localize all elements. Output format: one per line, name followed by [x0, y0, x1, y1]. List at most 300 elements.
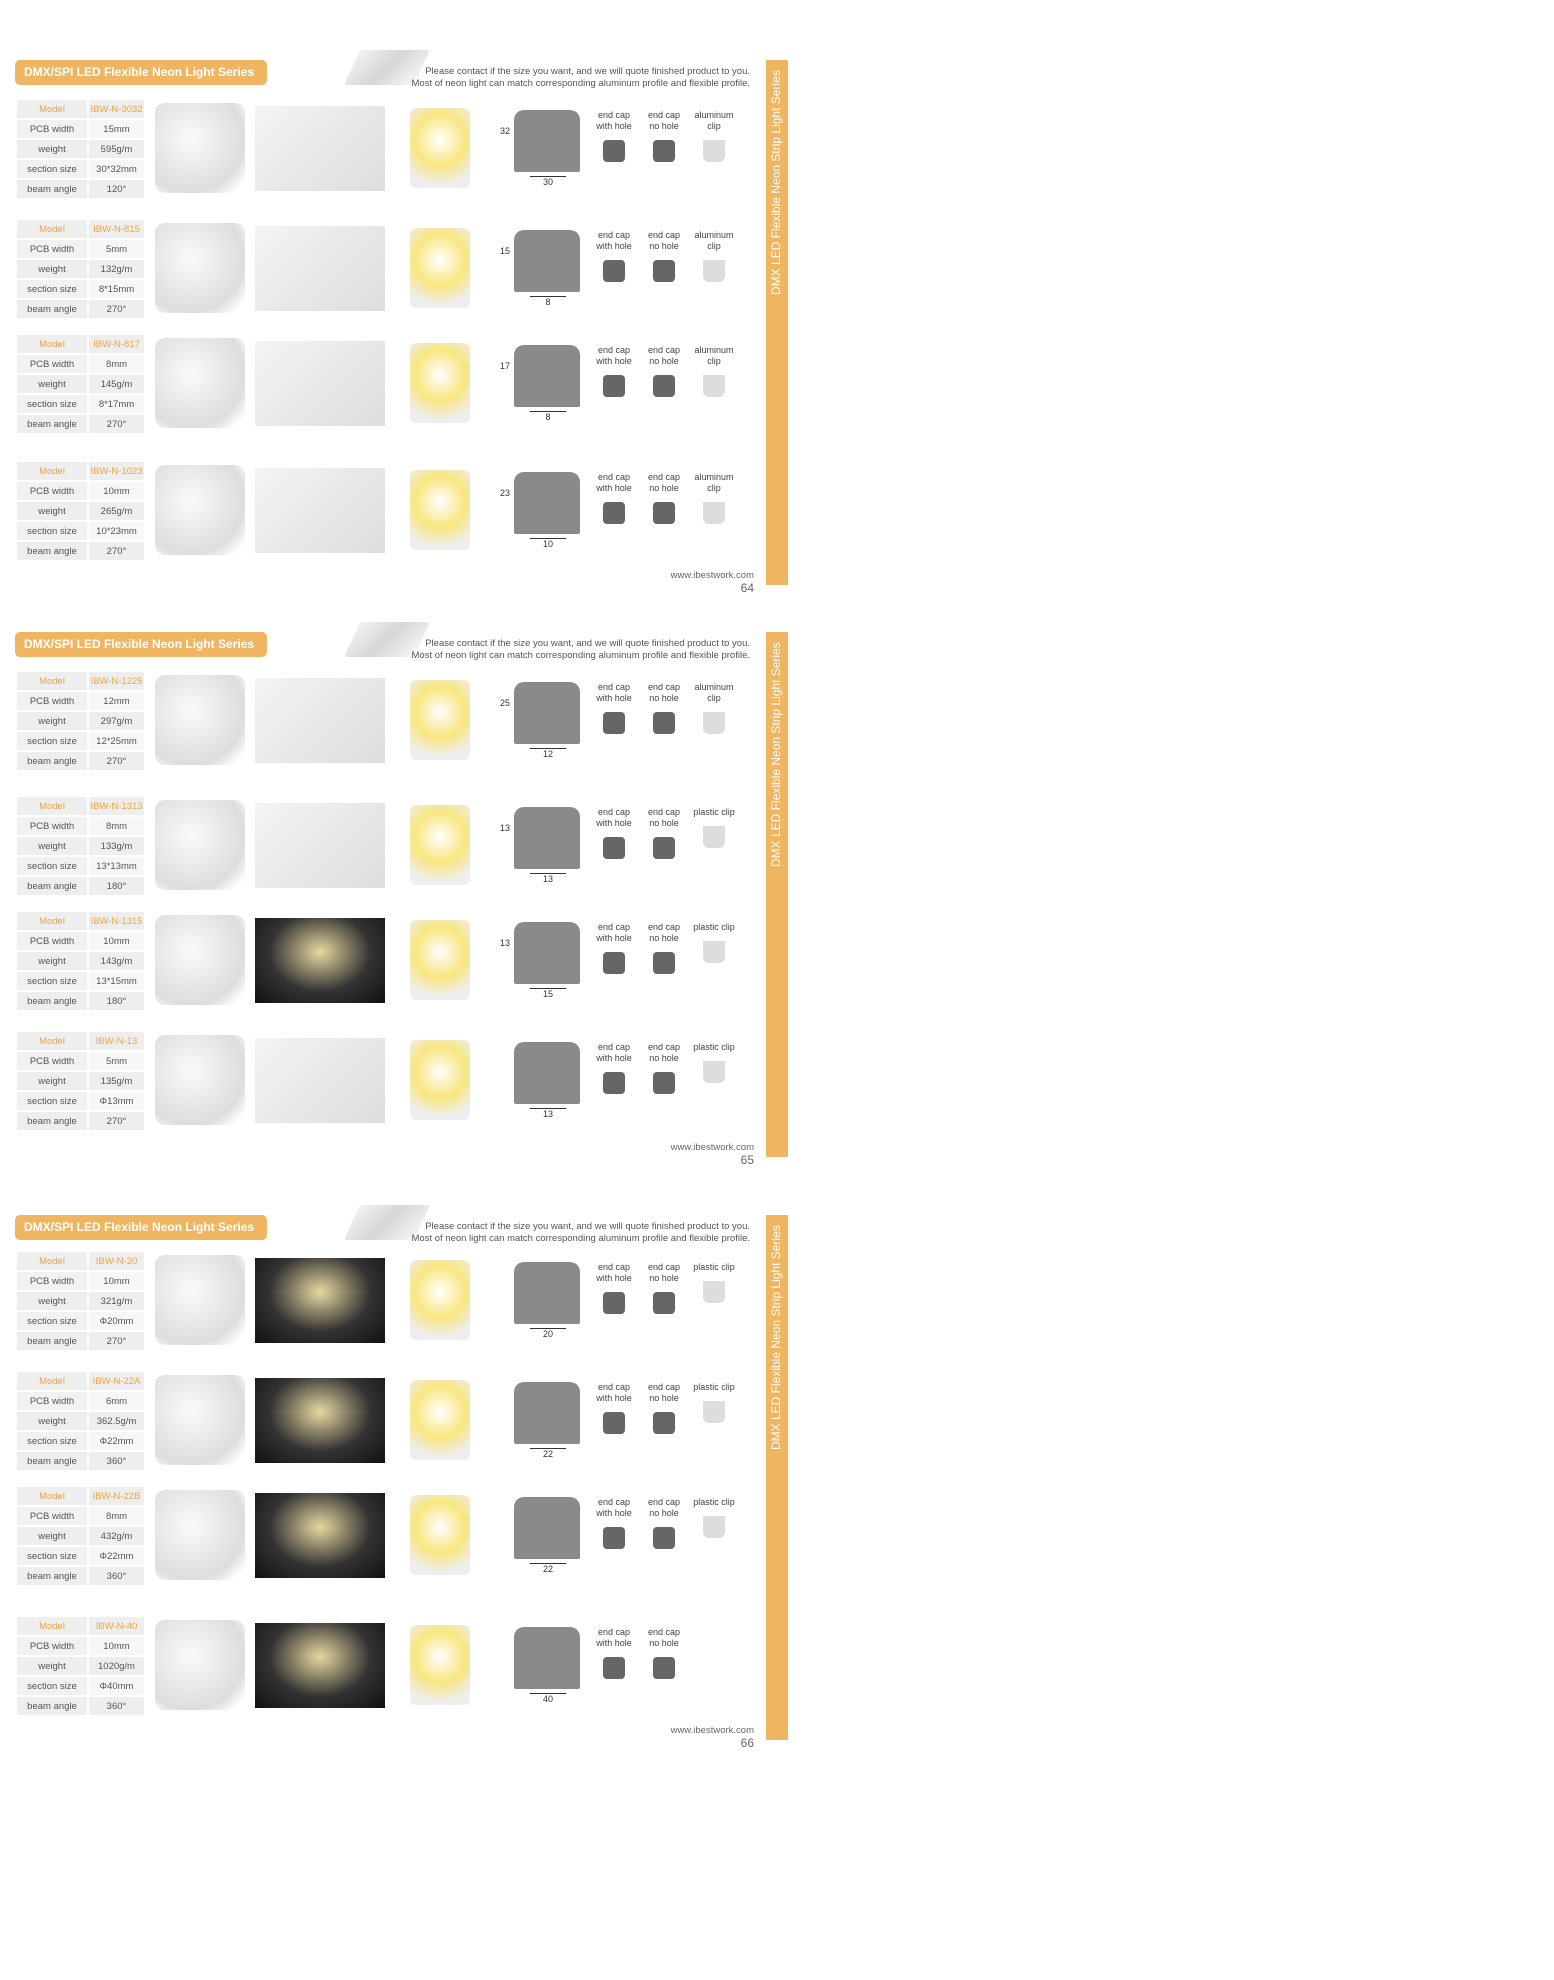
- side-bar: [766, 60, 1547, 585]
- accessory-item: [642, 1042, 686, 1094]
- accessory-label: end cap no hole: [647, 1497, 681, 1518]
- accessories: [592, 1497, 762, 1549]
- spec-table: [15, 1485, 146, 1587]
- spec-label: PCB width: [17, 692, 87, 710]
- website-link[interactable]: www.ibestwork.com: [670, 1725, 754, 1736]
- product-profile-image: [155, 103, 245, 193]
- accessory-label: end cap no hole: [647, 1262, 681, 1283]
- width-dimension: 22: [530, 1563, 566, 1574]
- dimension-drawing: [500, 1258, 585, 1343]
- accessory-item: [642, 1382, 686, 1434]
- spec-label: section size: [17, 1092, 87, 1110]
- spec-value: 180°: [89, 877, 144, 895]
- spec-label: section size: [17, 732, 87, 750]
- spec-table: [15, 1370, 146, 1472]
- spec-row: [17, 912, 144, 930]
- application-photo: [255, 468, 385, 553]
- profile-section: [514, 230, 580, 292]
- spec-value: 8mm: [89, 355, 144, 373]
- logo-text: ibestwork: [1535, 495, 1547, 547]
- spec-table: [15, 1250, 146, 1352]
- spec-row: [17, 1032, 144, 1050]
- spec-label: beam angle: [17, 1567, 87, 1585]
- clip-icon: [703, 826, 725, 848]
- spec-value: IBW-N-20: [89, 1252, 144, 1270]
- end-cap-icon: [653, 502, 675, 524]
- spec-label: section size: [17, 280, 87, 298]
- spec-value: 432g/m: [89, 1527, 144, 1545]
- spec-value: 8*17mm: [89, 395, 144, 413]
- accessory-item: [592, 1627, 636, 1679]
- dimension-drawing: [500, 468, 585, 553]
- spec-value: Φ13mm: [89, 1092, 144, 1110]
- spec-value: 12mm: [89, 692, 144, 710]
- spec-value: 145g/m: [89, 375, 144, 393]
- height-dimension: 13: [500, 938, 511, 948]
- accessory-label: end cap with hole: [596, 1042, 632, 1063]
- spec-value: Φ20mm: [89, 1312, 144, 1330]
- application-photo: [255, 1258, 385, 1343]
- spec-label: beam angle: [17, 877, 87, 895]
- spec-row: [17, 1432, 144, 1450]
- accessory-label: end cap with hole: [596, 1382, 632, 1403]
- spec-row: [17, 1617, 144, 1635]
- product-block: [0, 670, 760, 770]
- spec-table: [15, 98, 146, 200]
- spec-table: [15, 460, 146, 562]
- accessories: [592, 682, 762, 734]
- spec-value: 10*23mm: [89, 522, 144, 540]
- accessory-label: end cap no hole: [647, 230, 681, 251]
- spec-value: 132g/m: [89, 260, 144, 278]
- accessory-label: end cap with hole: [596, 807, 632, 828]
- end-cap-icon: [653, 1657, 675, 1679]
- accessory-item: [692, 1042, 736, 1094]
- spec-value: 362.5g/m: [89, 1412, 144, 1430]
- spec-row: [17, 857, 144, 875]
- product-profile-image: [155, 465, 245, 555]
- product-block: [0, 218, 760, 318]
- spec-value: 5mm: [89, 240, 144, 258]
- product-profile-image: [155, 675, 245, 765]
- spec-value: 10mm: [89, 932, 144, 950]
- spec-label: weight: [17, 1072, 87, 1090]
- product-block: [0, 910, 760, 1010]
- end-cap-icon: [603, 1072, 625, 1094]
- accessories: [592, 472, 762, 524]
- accessory-label: plastic clip: [693, 807, 735, 817]
- spec-value: IBW-N-1023: [89, 462, 144, 480]
- spec-label: beam angle: [17, 1452, 87, 1470]
- spec-value: 12*25mm: [89, 732, 144, 750]
- spec-value: 143g/m: [89, 952, 144, 970]
- spec-row: [17, 797, 144, 815]
- spec-value: 120°: [89, 180, 144, 198]
- spec-row: [17, 140, 144, 158]
- accessories: [592, 1262, 762, 1314]
- accessories: [592, 807, 762, 859]
- dimension-drawing: [500, 1623, 585, 1708]
- accessory-item: [642, 1262, 686, 1314]
- application-photo: [255, 1623, 385, 1708]
- spec-label: Model: [17, 1372, 87, 1390]
- accessory-label: end cap no hole: [647, 1627, 681, 1648]
- spec-value: Φ40mm: [89, 1677, 144, 1695]
- product-profile-image: [155, 1620, 245, 1710]
- spec-value: 1020g/m: [89, 1657, 144, 1675]
- spec-label: Model: [17, 1032, 87, 1050]
- end-cap-icon: [603, 375, 625, 397]
- logo-text: ibestwork: [1535, 1067, 1547, 1119]
- spec-row: [17, 1657, 144, 1675]
- accessory-label: end cap with hole: [596, 1497, 632, 1518]
- contact-note: [412, 1221, 751, 1245]
- spec-row: [17, 542, 144, 560]
- clip-icon: [703, 1516, 725, 1538]
- spec-value: 270°: [89, 300, 144, 318]
- beam-diagram: [410, 470, 470, 550]
- page-number: 66: [740, 1736, 754, 1750]
- end-cap-icon: [603, 260, 625, 282]
- spec-value: 15mm: [89, 120, 144, 138]
- clip-icon: [703, 712, 725, 734]
- accessory-label: plastic clip: [693, 1262, 735, 1272]
- series-header: DMX/SPI LED Flexible Neon Light Series: [15, 632, 267, 657]
- spec-value: 135g/m: [89, 1072, 144, 1090]
- width-dimension: 8: [530, 411, 566, 422]
- website-link[interactable]: www.ibestwork.com: [670, 570, 754, 581]
- application-photo: [255, 1038, 385, 1123]
- spec-label: beam angle: [17, 542, 87, 560]
- spec-label: section size: [17, 1312, 87, 1330]
- profile-section: [514, 110, 580, 172]
- spec-value: IBW-N-13: [89, 1032, 144, 1050]
- spec-label: beam angle: [17, 300, 87, 318]
- profile-section: [514, 922, 580, 984]
- spec-label: PCB width: [17, 932, 87, 950]
- spec-label: Model: [17, 1487, 87, 1505]
- footer: [671, 1725, 754, 1749]
- spec-label: beam angle: [17, 992, 87, 1010]
- spec-value: 180°: [89, 992, 144, 1010]
- spec-label: beam angle: [17, 415, 87, 433]
- spec-label: Model: [17, 672, 87, 690]
- spec-label: PCB width: [17, 1392, 87, 1410]
- profile-section: [514, 1042, 580, 1104]
- spec-row: [17, 375, 144, 393]
- accessory-label: end cap no hole: [647, 807, 681, 828]
- spec-value: 30*32mm: [89, 160, 144, 178]
- dimension-drawing: [500, 1038, 585, 1123]
- accessory-item: [692, 1262, 736, 1314]
- spec-row: [17, 415, 144, 433]
- end-cap-icon: [653, 712, 675, 734]
- end-cap-icon: [603, 837, 625, 859]
- spec-value: 10mm: [89, 482, 144, 500]
- product-profile-image: [155, 800, 245, 890]
- spec-value: 595g/m: [89, 140, 144, 158]
- spec-label: weight: [17, 1412, 87, 1430]
- spec-label: Model: [17, 462, 87, 480]
- profile-section: [514, 1627, 580, 1689]
- accessories: [592, 345, 762, 397]
- application-photo: [255, 918, 385, 1003]
- spec-value: 270°: [89, 1332, 144, 1350]
- accessory-item: [692, 472, 736, 524]
- width-dimension: 13: [530, 1108, 566, 1119]
- spec-label: section size: [17, 1677, 87, 1695]
- spec-label: beam angle: [17, 1332, 87, 1350]
- side-label: DMX LED Flexible Neon Strip Light Series: [769, 70, 783, 295]
- spec-value: Φ22mm: [89, 1432, 144, 1450]
- spec-row: [17, 1312, 144, 1330]
- spec-value: IBW-N-817: [89, 335, 144, 353]
- profile-section: [514, 1382, 580, 1444]
- accessory-label: plastic clip: [693, 922, 735, 932]
- spec-table: [15, 795, 146, 897]
- accessory-item: [642, 922, 686, 974]
- width-dimension: 30: [530, 176, 566, 187]
- accessories: [592, 1627, 762, 1679]
- application-photo: [255, 678, 385, 763]
- spec-label: Model: [17, 100, 87, 118]
- application-photo: [255, 226, 385, 311]
- spec-row: [17, 672, 144, 690]
- spec-value: 321g/m: [89, 1292, 144, 1310]
- spec-row: [17, 817, 144, 835]
- spec-row: [17, 992, 144, 1010]
- product-block: [0, 1030, 760, 1130]
- accessory-item: [642, 1627, 686, 1679]
- spec-row: [17, 395, 144, 413]
- spec-label: section size: [17, 522, 87, 540]
- spec-row: [17, 1567, 144, 1585]
- spec-label: section size: [17, 1547, 87, 1565]
- spec-value: 270°: [89, 752, 144, 770]
- application-photo: [255, 1493, 385, 1578]
- catalog-page: [0, 632, 1547, 1222]
- application-photo: [255, 1378, 385, 1463]
- spec-value: IBW-N-1225: [89, 672, 144, 690]
- accessory-label: end cap with hole: [596, 345, 632, 366]
- end-cap-icon: [653, 1527, 675, 1549]
- spec-label: PCB width: [17, 1637, 87, 1655]
- spec-row: [17, 1332, 144, 1350]
- spec-value: 265g/m: [89, 502, 144, 520]
- width-dimension: 8: [530, 296, 566, 307]
- accessory-item: [592, 230, 636, 282]
- product-profile-image: [155, 223, 245, 313]
- spec-row: [17, 1272, 144, 1290]
- dimension-drawing: [500, 803, 585, 888]
- spec-label: Model: [17, 912, 87, 930]
- accessory-item: [592, 110, 636, 162]
- series-header: DMX/SPI LED Flexible Neon Light Series: [15, 1215, 267, 1240]
- spec-value: Φ22mm: [89, 1547, 144, 1565]
- height-dimension: 23: [500, 488, 511, 498]
- spec-label: beam angle: [17, 180, 87, 198]
- dimension-drawing: [500, 1493, 585, 1578]
- beam-diagram: [410, 805, 470, 885]
- product-block: [0, 1370, 760, 1470]
- spec-table: [15, 1615, 146, 1717]
- spec-label: PCB width: [17, 482, 87, 500]
- spec-label: section size: [17, 1432, 87, 1450]
- end-cap-icon: [653, 1072, 675, 1094]
- spec-value: 360°: [89, 1452, 144, 1470]
- accessory-item: [692, 110, 736, 162]
- spec-row: [17, 120, 144, 138]
- profile-section: [514, 1497, 580, 1559]
- beam-diagram: [410, 680, 470, 760]
- spec-row: [17, 100, 144, 118]
- clip-icon: [703, 1281, 725, 1303]
- spec-value: 270°: [89, 542, 144, 560]
- accessory-item: [642, 1497, 686, 1549]
- product-block: [0, 1485, 760, 1585]
- spec-table: [15, 910, 146, 1012]
- spec-row: [17, 1547, 144, 1565]
- spec-value: IBW-N-1313: [89, 797, 144, 815]
- accessory-label: end cap with hole: [596, 1627, 632, 1648]
- spec-row: [17, 752, 144, 770]
- spec-row: [17, 260, 144, 278]
- spec-row: [17, 1292, 144, 1310]
- spec-value: 13*15mm: [89, 972, 144, 990]
- website-link[interactable]: www.ibestwork.com: [670, 1142, 754, 1153]
- brand-logo: [1532, 1057, 1554, 1157]
- note-line: Please contact if the size you want, and we will quote finished product to you.: [425, 638, 750, 649]
- spec-label: Model: [17, 1617, 87, 1635]
- spec-row: [17, 1487, 144, 1505]
- end-cap-icon: [603, 712, 625, 734]
- spec-label: weight: [17, 260, 87, 278]
- note-line: Most of neon light can match corresponding aluminum profile and flexible profile.: [411, 78, 750, 89]
- height-dimension: 13: [500, 823, 511, 833]
- spec-table: [15, 1030, 146, 1132]
- contact-note: [412, 66, 751, 90]
- accessory-item: [692, 1382, 736, 1434]
- accessory-label: end cap with hole: [596, 922, 632, 943]
- accessory-label: aluminum clip: [694, 682, 734, 703]
- spec-row: [17, 280, 144, 298]
- end-cap-icon: [603, 1412, 625, 1434]
- spec-row: [17, 1052, 144, 1070]
- spec-label: weight: [17, 375, 87, 393]
- spec-value: IBW-N-1315: [89, 912, 144, 930]
- side-bar: [766, 632, 1547, 1157]
- height-dimension: 25: [500, 698, 511, 708]
- spec-row: [17, 972, 144, 990]
- spec-value: IBW-N-22A: [89, 1372, 144, 1390]
- spec-row: [17, 1677, 144, 1695]
- clip-icon: [703, 1401, 725, 1423]
- profile-section: [514, 472, 580, 534]
- profile-section: [514, 682, 580, 744]
- accessory-item: [642, 230, 686, 282]
- width-dimension: 20: [530, 1328, 566, 1339]
- spec-label: beam angle: [17, 752, 87, 770]
- end-cap-icon: [603, 1657, 625, 1679]
- spec-label: weight: [17, 1292, 87, 1310]
- product-profile-image: [155, 338, 245, 428]
- spec-value: 270°: [89, 1112, 144, 1130]
- dimension-drawing: [500, 678, 585, 763]
- end-cap-icon: [653, 260, 675, 282]
- accessory-label: plastic clip: [693, 1497, 735, 1507]
- width-dimension: 10: [530, 538, 566, 549]
- spec-row: [17, 1452, 144, 1470]
- spec-row: [17, 1072, 144, 1090]
- spec-label: weight: [17, 952, 87, 970]
- end-cap-icon: [603, 140, 625, 162]
- spec-label: PCB width: [17, 120, 87, 138]
- spec-row: [17, 522, 144, 540]
- spec-row: [17, 300, 144, 318]
- clip-icon: [703, 941, 725, 963]
- spec-table: [15, 670, 146, 772]
- spec-row: [17, 952, 144, 970]
- accessories: [592, 1042, 762, 1094]
- spec-row: [17, 837, 144, 855]
- product-profile-image: [155, 1490, 245, 1580]
- application-photo: [255, 803, 385, 888]
- clip-icon: [703, 502, 725, 524]
- accessory-label: aluminum clip: [694, 110, 734, 131]
- spec-label: PCB width: [17, 1052, 87, 1070]
- spec-label: PCB width: [17, 240, 87, 258]
- accessory-label: end cap with hole: [596, 1262, 632, 1283]
- spec-row: [17, 1507, 144, 1525]
- spec-value: 270°: [89, 415, 144, 433]
- beam-diagram: [410, 108, 470, 188]
- accessory-item: [642, 345, 686, 397]
- spec-label: PCB width: [17, 355, 87, 373]
- end-cap-icon: [653, 837, 675, 859]
- width-dimension: 22: [530, 1448, 566, 1459]
- spec-table: [15, 218, 146, 320]
- width-dimension: 13: [530, 873, 566, 884]
- spec-value: 13*13mm: [89, 857, 144, 875]
- spec-label: section size: [17, 857, 87, 875]
- series-header: DMX/SPI LED Flexible Neon Light Series: [15, 60, 267, 85]
- catalog-page: [0, 1215, 1547, 1805]
- spec-label: PCB width: [17, 817, 87, 835]
- spec-label: beam angle: [17, 1697, 87, 1715]
- spec-value: 8mm: [89, 817, 144, 835]
- spec-row: [17, 502, 144, 520]
- spec-value: IBW-N-815: [89, 220, 144, 238]
- accessory-item: [642, 472, 686, 524]
- product-profile-image: [155, 1255, 245, 1345]
- product-profile-image: [155, 915, 245, 1005]
- accessory-item: [592, 472, 636, 524]
- note-line: Please contact if the size you want, and we will quote finished product to you.: [425, 1221, 750, 1232]
- side-bar: [766, 1215, 1547, 1740]
- spec-label: PCB width: [17, 1272, 87, 1290]
- accessory-label: end cap with hole: [596, 682, 632, 703]
- spec-row: [17, 1697, 144, 1715]
- accessory-item: [692, 682, 736, 734]
- application-photo: [255, 106, 385, 191]
- accessory-label: end cap no hole: [647, 345, 681, 366]
- spec-label: weight: [17, 1527, 87, 1545]
- spec-label: section size: [17, 972, 87, 990]
- beam-diagram: [410, 1260, 470, 1340]
- spec-row: [17, 1092, 144, 1110]
- spec-row: [17, 1112, 144, 1130]
- beam-diagram: [410, 1625, 470, 1705]
